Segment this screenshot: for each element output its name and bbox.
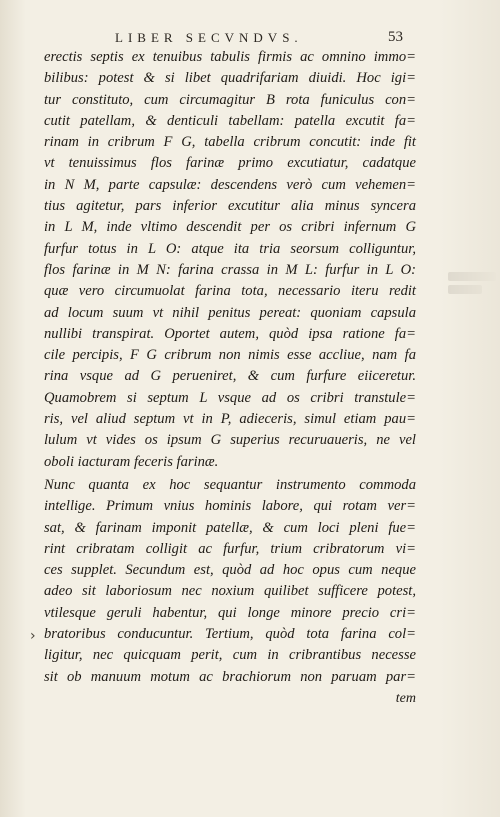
text-line: ces supplet. Secundum est, quòd ad hoc opus cum neque bbox=[44, 562, 416, 579]
paragraph-end-line: oboli iacturam feceris farinæ. bbox=[44, 453, 219, 470]
text-line: ligitur, nec quicquam perit, cum in cribrantibus necesse bbox=[44, 647, 416, 664]
text-line: bilibus: potest & si libet quadrifariam diuidi. Hoc igi= bbox=[44, 70, 416, 87]
text-line: lulum vt vides os ipsum G superius recuruaueris, ne vel bbox=[44, 432, 416, 449]
text-line: cutit patellam, & denticuli tabellam: patella excutit fa= bbox=[44, 112, 416, 129]
show-through-ink bbox=[448, 268, 496, 308]
text-line: tur constituto, cum circumagitur B rota funiculus con= bbox=[44, 91, 416, 108]
text-line: in L M, inde vltimo descendit per os cribri infernum G bbox=[44, 219, 416, 236]
text-line: in N M, parte capsulæ: descendens verò cum vehemen= bbox=[44, 176, 416, 193]
margin-mark-icon: › bbox=[30, 628, 36, 644]
text-line: sat, & farinam imponit patellæ, & cum loci pleni fue= bbox=[44, 519, 416, 536]
text-line: cile percipis, F G cribrum non nimis esse accliue, nam fa bbox=[44, 347, 416, 364]
text-line: ris, vel aliud septum vt in P, adieceris, simul etiam pau= bbox=[44, 411, 416, 428]
running-head: LIBER SECVNDVS. bbox=[115, 30, 303, 45]
text-line: tius agitetur, pars inferior excutitur alia minus syncera bbox=[44, 198, 416, 215]
text-line: Quamobrem si septum L vsque ad os cribri transtule= bbox=[44, 389, 416, 406]
text-line: ad locum suum vt nihil penitus pereat: quoniam capsula bbox=[44, 304, 416, 321]
body-text bbox=[44, 47, 416, 709]
paragraph-start-line: Nunc quanta ex hoc sequantur instrumento commoda bbox=[44, 476, 416, 493]
text-line: rint cribratam colligit ac furfur, trium cribratorum vi= bbox=[44, 540, 416, 557]
text-line: vtilesque geruli habentur, qui longe minore precio cri= bbox=[44, 604, 416, 621]
text-line: quæ vero circumuolat farina tota, necessario iteru redit bbox=[44, 283, 416, 300]
text-line: bratoribus conducuntur. Tertium, quòd tota farina col= bbox=[44, 626, 416, 643]
text-line: furfur totus in L O: atque ita tria seorsum colliguntur, bbox=[44, 240, 416, 257]
text-line: rina vsque ad G perueniret, & cum furfure eiiceretur. bbox=[44, 368, 416, 385]
text-line: vt tenuissimus flos farinæ primo excutiatur, cadatque bbox=[44, 155, 416, 172]
text-line: erectis septis ex tenuibus tabulis firmis ac omnino immo= bbox=[44, 49, 416, 65]
catchword: tem bbox=[395, 690, 416, 706]
page-number: 53 bbox=[388, 29, 403, 45]
text-line: flos farinæ in M N: farina crassa in M L: furfur in L O: bbox=[44, 261, 416, 278]
text-line: sit ob manuum motum ac brachiorum non paruam par= bbox=[44, 668, 416, 685]
text-line: adeo sit laboriosum nec noxium quilibet sufficere potest, bbox=[44, 583, 416, 600]
show-through-smudge bbox=[448, 272, 496, 281]
text-line: nullibi transpirat. Oportet autem, quòd ipsa ratione fa= bbox=[44, 325, 416, 342]
text-line: intellige. Primum vnius hominis labore, qui rotam ver= bbox=[44, 498, 416, 515]
show-through-smudge bbox=[448, 285, 482, 294]
text-line: rinam in cribrum F G, tabella cribrum concutit: inde fit bbox=[44, 134, 416, 151]
